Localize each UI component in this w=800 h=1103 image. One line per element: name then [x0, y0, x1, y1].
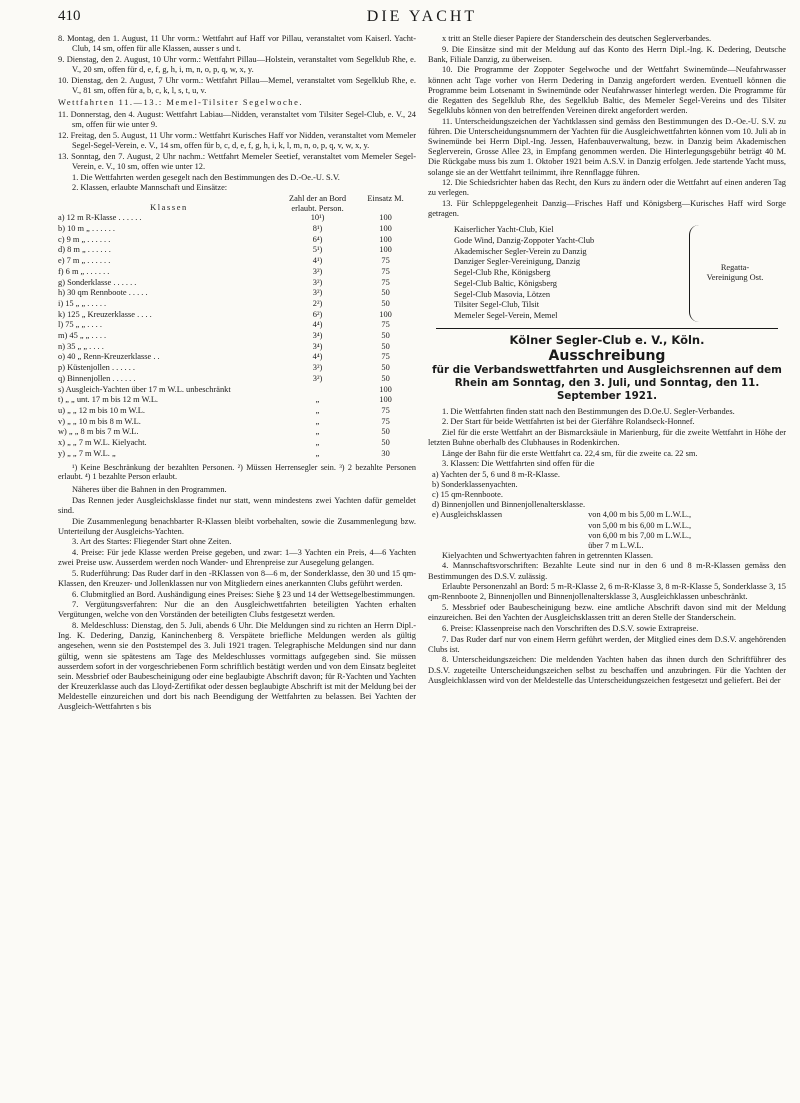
regatta-club-list: [454, 225, 786, 321]
class-fee: 100: [379, 234, 392, 244]
paragraph: 13. Für Schleppgelegenheit Danzig—Frisches Haff und Königsberg—Kurisches Haff wird Sorge getragen.: [428, 199, 786, 219]
ausschreibung-heading: Ausschreibung: [548, 347, 666, 364]
class-label: m) 45 „ „ . . . .: [58, 331, 107, 341]
class-label: i) 15 „ „ . . . . .: [58, 298, 107, 308]
class-persons: 6²): [312, 309, 323, 319]
rules-intro: [58, 173, 416, 194]
class-persons: [280, 385, 355, 396]
class-fee: 50: [381, 363, 390, 373]
class-persons: 3²): [312, 266, 323, 276]
left-body-text: [58, 485, 416, 712]
race-item: 12. Freitag, den 5. August, 11 Uhr vorm.: Wettfahrt Kurisches Haff vor Nidden, veranstaltet vom Memeler Segel-Segel-Verein, e. V., 14 sm, offen für b, c, d, e, f, g, h, i, k, l, m, n, o, p, q, v, w, x, y.: [58, 130, 416, 151]
class-persons: „: [315, 427, 320, 437]
klasse-row: [432, 531, 694, 541]
klasse-row: [432, 510, 694, 520]
paragraph: 6. Clubmitglied an Bord. Aushändigung eines Preises: Siehe § 23 und 14 der Wettsegelbestimmungen.: [72, 589, 415, 599]
class-row: [58, 449, 416, 460]
klasse-label: [432, 541, 588, 551]
class-persons: „: [315, 438, 320, 448]
paragraph: 2. Der Start für beide Wettfahrten ist bei der Gierfähre Rolandseck-Honnef.: [442, 417, 695, 427]
class-fee: 75: [381, 320, 390, 330]
footnote: ¹) Keine Beschränkung der bezahlten Personen. ²) Müssen Herrensegler sein. ³) 2 bezahlte Personen erlaubt. ⁴) 1 bezahlte Person erlaubt.: [58, 462, 416, 482]
club-name: Kaiserlicher Yacht-Club, Kiel: [454, 225, 554, 235]
paragraph: Näheres über die Bahnen in den Programmen.: [72, 485, 227, 495]
class-row: [58, 342, 416, 353]
klassen-list: [432, 470, 694, 551]
class-persons: 3²): [312, 373, 323, 383]
class-row: [58, 310, 416, 321]
class-persons: 3⁴): [312, 331, 323, 341]
klasse-row: [432, 470, 694, 480]
paragraph: 5. Ruderführung: Das Ruder darf in den -RKlassen von 8—6 m, der Sonderklasse, den 30 und 15 qm-Klassen, den Kreuzer- und Jollenklassen nur von Mitgliedern eines anerkannten Clubs geführt werden.: [58, 568, 416, 589]
paragraph: 11. Unterscheidungszeichen der Yachtklassen sind gemäss den Bestimmungen des D.-Oe.-U. S.V. zu führen. Die Unterscheidungsnummern der Yachten für die Ausgleichwettfahrten können vom 10. Juli ab in Swinemünde bei Herrn Dipl.-Ing. Jessen, Hafenbauverwaltung, bezw. in Danzig beim Akademischen Seglerverein, Grosse Allee 23, in Empfang genommen werden. Die Hinterlegungsgebühr beträgt 40 M. Die Rückgabe muss bis zum 1. Oktober 1921 beim A.S.V. in Danzig erfolgen. Jede startende Yacht muss, solange sie an der Wettfahrt teilnimmt, ihre Rennflagge führen.: [428, 116, 786, 177]
paragraph: 7. Das Ruder darf nur von einem Herrn geführt werden, der Mitglied eines dem D.S.V. angehörenden Clubs ist.: [428, 634, 786, 654]
klasse-range: von 4,00 m bis 5,00 m L.W.L.,: [588, 510, 692, 520]
class-row: [58, 374, 416, 385]
class-row: [58, 267, 416, 278]
paragraph: 12. Die Schiedsrichter haben das Recht, den Kurs zu ändern oder die Wettfahrt auf einen anderen Tag zu verlegen.: [428, 178, 786, 198]
class-fee: 75: [381, 266, 390, 276]
class-fee: 100: [379, 224, 392, 234]
klasse-range: [588, 500, 694, 510]
class-persons: „: [315, 448, 320, 458]
club-name: Memeler Segel-Verein, Memel: [454, 310, 558, 320]
paragraph: 3. Art des Startes: Fliegender Start ohne Zeiten.: [72, 537, 232, 547]
class-fee: 75: [381, 277, 390, 287]
class-persons: 3²): [312, 277, 323, 287]
class-fee: 75: [381, 406, 390, 415]
class-label: g) Sonderklasse . . . . . .: [58, 277, 137, 287]
class-persons: 4⁴): [312, 352, 323, 362]
class-fee: 50: [381, 298, 390, 308]
class-persons: 3²): [312, 363, 323, 373]
paragraph: Kielyachten und Schwertyachten fahren in getrennten Klassen.: [442, 550, 653, 560]
class-row: [58, 320, 416, 331]
class-persons: 3²): [312, 288, 323, 298]
class-persons: 2²): [312, 298, 323, 308]
class-label: a) 12 m R-Klasse . . . . . .: [58, 213, 142, 223]
paragraph: Ziel für die erste Wettfahrt an der Bismarcksäule in Marienburg, für die zweite Wettfahrt in Höhe der letzten Buhne oberhalb des Clubhauses in Rodenkirchen.: [428, 427, 786, 448]
left-column: [58, 34, 416, 713]
class-fee: 50: [381, 331, 390, 341]
race-item: 13. Sonntag, den 7. August, 2 Uhr nachm.: Wettfahrt Memeler Seetief, veranstaltet vom Memeler Segel-Verein, e. V., 10 sm, offen wie unter 12.: [58, 151, 416, 171]
class-label: h) 30 qm Rennboote . . . . .: [58, 288, 148, 298]
class-row: [58, 427, 416, 438]
class-label: v) „ „ 10 m bis 8 m W.L.: [58, 416, 141, 426]
class-persons: 6⁴): [312, 234, 323, 244]
paragraph: 10. Die Programme der Zoppoter Segelwoche und der Wettfahrt Swinemünde—Neufahrwasser können acht Tage vorher von Herrn Dedering in Danzig angefordert werden. Eventuell können die Programme beim Lotsenamt in Swinemünde oder Neufahrwasser hinterlegt werden. Die Programme für die Regatten des Segelklub Rhe, des Segelklub Baltic, des Memeler Segel-Vereins und des Tilsiter Segelklubs können von den betreffenden Vereinen direkt angefordert werden.: [428, 65, 786, 116]
class-label: f) 6 m „ . . . . . .: [58, 266, 110, 276]
race-item: 9. Dienstag, den 2. August, 10 Uhr vorm.: Wettfahrt Pillau—Holstein, veranstaltet vom Segelklub Rhe, e. V., 20 sm, offen für d, e, f, g, h, i, m, n, o, p, q, w, x, y.: [58, 54, 416, 74]
class-label: o) 40 „ Renn-Kreuzerklasse . .: [58, 352, 160, 362]
class-row: [58, 331, 416, 342]
classes-table-header: [58, 194, 416, 213]
club-name: Gode Wind, Danzig-Zoppoter Yacht-Club: [454, 236, 595, 246]
class-fee: 75: [381, 352, 390, 362]
class-label: l) 75 „ „ . . . .: [58, 320, 102, 330]
class-persons: 4¹): [312, 256, 323, 266]
class-row: [58, 417, 416, 428]
class-label: k) 125 „ Kreuzerklasse . . . .: [58, 309, 152, 319]
class-row: [58, 395, 416, 406]
class-fee: 100: [379, 395, 392, 405]
class-fee: 75: [381, 256, 390, 266]
class-label: s) Ausgleich-Yachten über 17 m W.L. unbeschränkt: [58, 384, 231, 394]
class-row: [58, 406, 416, 417]
class-row: [58, 385, 416, 396]
race-item: 11. Donnerstag, den 4. August: Wettfahrt Labiau—Nidden, veranstaltet vom Tilsiter Segel-Club, e. V., 24 sm, offen für wie unter 9.: [58, 110, 416, 130]
class-persons: 5¹): [312, 245, 323, 255]
klasse-range: [588, 480, 694, 490]
class-fee: 50: [381, 427, 390, 437]
page-header: [58, 8, 786, 34]
class-label: c) 9 m „ . . . . . .: [58, 234, 111, 244]
club-name: Segel-Club Masovia, Lötzen: [454, 289, 551, 299]
klasse-row: [432, 500, 694, 510]
class-label: w) „ „ 8 m bis 7 m W.L.: [58, 427, 139, 437]
class-row: [58, 235, 416, 246]
class-label: d) 8 m „ . . . . . .: [58, 245, 111, 255]
paragraph: 4. Preise: Für jede Klasse werden Preise gegeben, und zwar: 1—3 Yachten ein Preis, 4—6 Yachten zwei Preise usw. Ausserdem werden noch Wander- und Ehrenpreise zur Ausegelung gelangen.: [58, 548, 416, 568]
class-label: b) 10 m „ . . . . . .: [58, 224, 115, 234]
klasse-label: e) Ausgleichsklassen: [432, 510, 503, 520]
class-fee: 100: [379, 213, 392, 223]
klasse-label: a) Yachten der 5, 6 und 8 m-R-Klasse.: [432, 470, 560, 480]
paragraph: 1. Die Wettfahrten finden statt nach den Bestimmungen des D.Oe.U. Segler-Verbandes.: [442, 406, 735, 416]
club-name: Tilsiter Segel-Club, Tilsit: [454, 300, 540, 310]
class-persons: „: [315, 406, 320, 415]
right-body-bottom: [428, 551, 786, 686]
club-heading: Kölner Segler-Club e. V., Köln.: [509, 332, 705, 347]
header-fee: Einsatz M.: [367, 194, 404, 204]
class-row: [58, 213, 416, 224]
class-fee: 50: [381, 373, 390, 383]
race-item: 8. Montag, den 1. August, 11 Uhr vorm.: Wettfahrt auf Haff vor Pillau, veranstaltet vom Kaiserl. Yacht-Club, 14 sm, offen für alle Klassen, ausser s und t.: [58, 34, 416, 54]
right-body-mid: [428, 407, 786, 470]
class-fee: 75: [381, 416, 390, 426]
right-body-top: [428, 34, 786, 219]
magazine-title: DIE YACHT: [366, 8, 478, 25]
club-name: Danziger Segler-Vereinigung, Danzig: [454, 257, 581, 267]
klasse-label: d) Binnenjollen und Binnenjollenaltersklasse.: [432, 500, 586, 510]
class-row: [58, 256, 416, 267]
klasse-label: b) Sonderklassenyachten.: [432, 480, 518, 490]
regatta-label: Regatta-Vereinigung Ost.: [706, 263, 764, 283]
rule-paragraph: 1. Die Wettfahrten werden gesegelt nach den Bestimmungen des D.-Oe.-U. S.V.: [72, 172, 340, 182]
paragraph: Die Zusammenlegung benachbarter R-Klassen bleibt vorbehalten, sowie die Zusammenlegung bzw. Unterteilung der Ausgleichs-Yachten.: [58, 516, 416, 536]
klasse-row: [432, 480, 694, 490]
klasse-range: [588, 470, 694, 480]
class-row: [58, 245, 416, 256]
paragraph: Länge der Bahn für die erste Wettfahrt ca. 22,4 sm, für die zweite ca. 22 sm.: [442, 448, 698, 458]
class-row: [58, 278, 416, 289]
klasse-range: über 7 m L.W.L.: [588, 540, 644, 550]
class-fee: 30: [381, 448, 390, 458]
paragraph: 8. Unterscheidungszeichen: Die meldenden Yachten haben das ihnen durch den Schriftführer des D.S.V. zugeteilte Unterscheidungszeichen selbst zu beschaffen und anzubringen. Für die Yachten der Ausgleichklassen wird von der Meldestelle das Unterscheidungszeichen festgesetzt und geliefert. Bei der: [428, 655, 786, 685]
race-item: 10. Dienstag, den 2. August, 7 Uhr vorm.: Wettfahrt Pillau—Memel, veranstaltet vom Segelklub Rhe, e. V., 81 sm, offen für a, b, c, k, l, s, t, u, v.: [58, 75, 416, 95]
class-label: t) „ „ unt. 17 m bis 12 m W.L.: [58, 395, 159, 405]
week-heading: Wettfahrten 11.—13.: Memel-Tilsiter Segelwoche.: [58, 97, 304, 107]
right-column: [428, 34, 786, 713]
class-persons: „: [315, 416, 320, 426]
class-label: p) Küstenjollen . . . . . .: [58, 363, 135, 373]
page-number: 410: [58, 8, 81, 24]
klasse-label: [432, 521, 588, 531]
class-fee: 100: [379, 384, 392, 394]
section-divider: [436, 328, 778, 329]
ausschreibung-subheading: für die Verbandswettfahrten und Ausgleichsrennen auf dem Rhein am Sonntag, den 3. Juli, und Sonntag, den 11. September 1921.: [432, 363, 782, 402]
class-fee: 100: [379, 309, 392, 319]
class-persons: 4⁴): [312, 320, 323, 330]
paragraph: 9. Die Einsätze sind mit der Meldung auf das Konto des Herrn Dipl.-Ing. K. Dedering, Deutsche Bank, Filiale Danzig, zu überweisen.: [428, 44, 786, 64]
paragraph: 3. Klassen: Die Wettfahrten sind offen für die: [442, 459, 595, 469]
paragraph: 4. Mannschaftsvorschriften: Bezahlte Leute sind nur in den 6 und 8 m-R-Klassen gemäss den Bestimmungen des D.S.V. zulässig.: [428, 561, 786, 581]
paragraph: 5. Messbrief oder Baubescheinigung bezw. eine amtliche Abschrift davon sind mit der Meldung einzureichen. Bei den Yachten der Ausgleichsklassen tritt an deren Stelle der Standerschein.: [428, 603, 786, 623]
klasse-row: [432, 490, 694, 500]
klasse-label: [432, 531, 588, 541]
class-label: y) „ „ 7 m W.L. „: [58, 448, 116, 458]
klasse-range: [588, 490, 694, 500]
paragraph: 6. Preise: Klassenpreise nach den Vorschriften des D.S.V. sowie Extrapreise.: [442, 623, 699, 633]
race-list-top: [58, 34, 416, 96]
class-label: e) 7 m „ . . . . . .: [58, 256, 111, 266]
klasse-range: von 5,00 m bis 6,00 m L.W.L.,: [588, 520, 692, 530]
paragraph: Das Rennen jeder Ausgleichsklasse findet nur statt, wenn mindestens zwei Yachten dafür gemeldet sind.: [58, 495, 416, 515]
club-name: Akademischer Segler-Verein zu Danzig: [454, 246, 587, 256]
class-label: x) „ „ 7 m W.L. Kielyacht.: [58, 438, 147, 448]
class-row: [58, 363, 416, 374]
klasse-range: von 6,00 m bis 7,00 m L.W.L.,: [588, 530, 692, 540]
class-row: [58, 224, 416, 235]
paragraph: 7. Vergütungsverfahren: Nur die an den Ausgleichwettfahrten beteiligten Yachten erhalten Vergütungen, welche von den Vorständen der beteiligten Clubs festgesetzt werden.: [58, 600, 416, 620]
paragraph: 8. Meldeschluss: Dienstag, den 5. Juli, abends 6 Uhr. Die Meldungen sind zu richten an Herrn Dipl.-Ing. K. Dedering, Danzig, Kaninchenberg 8. Verspätete briefliche Meldungen werden als gültig angesehen, wenn sie den Poststempel des 3. Juli 1921 tragen. Telegraphische Meldungen sind nur dann gültig, wenn sie spätestens am Tage des Meldeschlusses vormittags aufgegeben sind. Sie müssen ausserdem sofort in der vorgeschriebenen Form schriftlich bestätigt werden und von dem Einsatz begleitet sein. Messbrief oder Baubescheinigung oder eine beglaubigte Abschrift davon; für R-Yachten und Yachten der Kreuzerklasse auch das Lloyd-Zertifikat oder dessen beglaubigte Abschrift ist mit der Meldung bei der Meldestelle einzureichen und dort bis nach Beendigung der Wettfahrten zu belassen. Bei Yachten der Ausgleich-Wettfahrten s bis: [58, 621, 416, 712]
klasse-row: [432, 541, 694, 551]
classes-table: [58, 194, 416, 459]
header-klassen: Klassen: [150, 202, 188, 212]
class-persons: 10¹): [310, 213, 325, 223]
class-row: [58, 352, 416, 363]
club-names: [454, 225, 679, 321]
class-fee: 100: [379, 245, 392, 255]
class-label: n) 35 „ „ . . . .: [58, 341, 104, 351]
paragraph: x tritt an Stelle dieser Papiere der Standerschein des deutschen Seglerverbandes.: [442, 34, 712, 43]
club-name: Segel-Club Baltic, Königsberg: [454, 278, 557, 288]
class-fee: 50: [381, 288, 390, 298]
class-label: u) „ „ 12 m bis 10 m W.L.: [58, 406, 145, 415]
race-list-mid: [58, 110, 416, 172]
klasse-row: [432, 521, 694, 531]
paragraph: Erlaubte Personenzahl an Bord: 5 m-R-Klasse 2, 6 m-R-Klasse 3, 8 m-R-Klasse 5, Sonderklasse 3, 15 qm-Rennboote 2, Binnenjollen und Binnenjollenaltersklasse 3, Ausgleichklassen unbeschränkt.: [428, 582, 786, 602]
columns: [58, 34, 786, 713]
class-row: [58, 438, 416, 449]
header-persons: Zahl der an Bord erlaubt. Person.: [289, 194, 347, 213]
class-row: [58, 299, 416, 310]
class-label: q) Binnenjollen . . . . . .: [58, 373, 136, 383]
class-persons: 8¹): [312, 224, 323, 234]
class-fee: 50: [381, 341, 390, 351]
rule-paragraph: 2. Klassen, erlaubte Mannschaft und Einsätze:: [72, 183, 228, 193]
brace: [689, 225, 701, 321]
class-persons: 3⁴): [312, 341, 323, 351]
klasse-label: c) 15 qm-Rennboote.: [432, 490, 503, 500]
class-row: [58, 288, 416, 299]
class-persons: „: [315, 395, 320, 405]
club-name: Segel-Club Rhe, Königsberg: [454, 268, 551, 278]
class-fee: 50: [381, 438, 390, 448]
